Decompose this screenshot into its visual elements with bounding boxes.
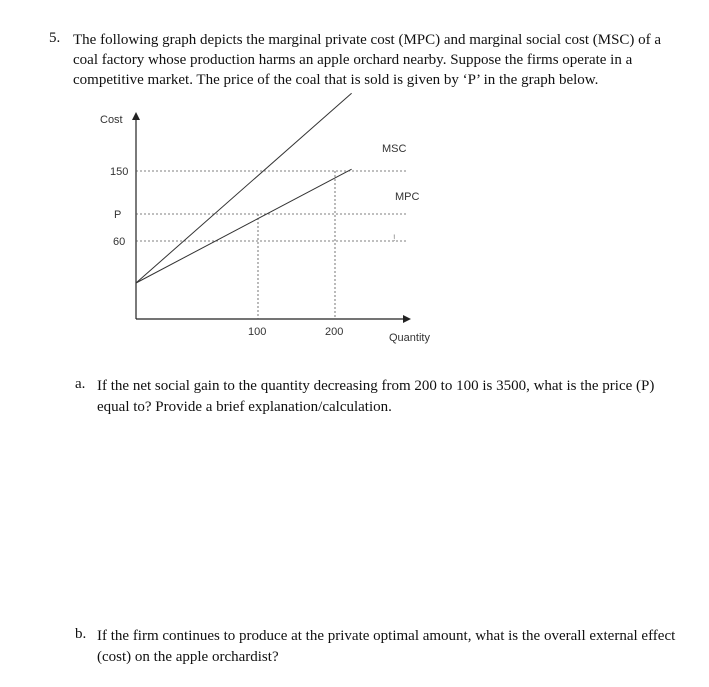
mpc-label: MPC <box>395 191 420 203</box>
part-a-text <box>97 376 687 418</box>
part-b-line: (cost) on the apple orchardist? <box>97 649 279 665</box>
x-axis-label: Quantity <box>389 332 430 344</box>
x-tick-label: 100 <box>248 326 267 338</box>
mpc-line <box>136 169 352 283</box>
y-axis-label: Cost <box>100 114 123 126</box>
x-tick-label: 200 <box>325 326 344 338</box>
x-axis-arrow <box>403 315 411 323</box>
y-tick-label: 60 <box>113 236 126 248</box>
part-a-line: If the net social gain to the quantity decreasing from 200 to 100 is 3500, what is the price (P) <box>97 378 655 394</box>
question-line: competitive market. The price of the coal that is sold is given by ‘P’ in the graph below. <box>73 72 599 88</box>
question-line: The following graph depicts the marginal private cost (MPC) and marginal social cost (MSC) of a <box>73 32 662 48</box>
part-b-line: If the firm continues to produce at the private optimal amount, what is the overall external effect <box>97 628 676 644</box>
part-a-line: equal to? Provide a brief explanation/calculation. <box>97 399 392 415</box>
question-line: coal factory whose production harms an apple orchard nearby. Suppose the firms operate in a <box>73 52 633 68</box>
part-a-label: a. <box>75 376 86 392</box>
y-tick-label: P <box>114 209 122 221</box>
y-tick-label: 150 <box>110 166 129 178</box>
part-b-label: b. <box>75 626 87 642</box>
annotation-mark: ! <box>393 233 396 243</box>
msc-label: MSC <box>382 143 407 155</box>
msc-line <box>136 93 352 283</box>
part-b-text <box>97 626 687 668</box>
question-number: 5. <box>49 30 61 46</box>
y-axis-arrow <box>132 112 140 120</box>
